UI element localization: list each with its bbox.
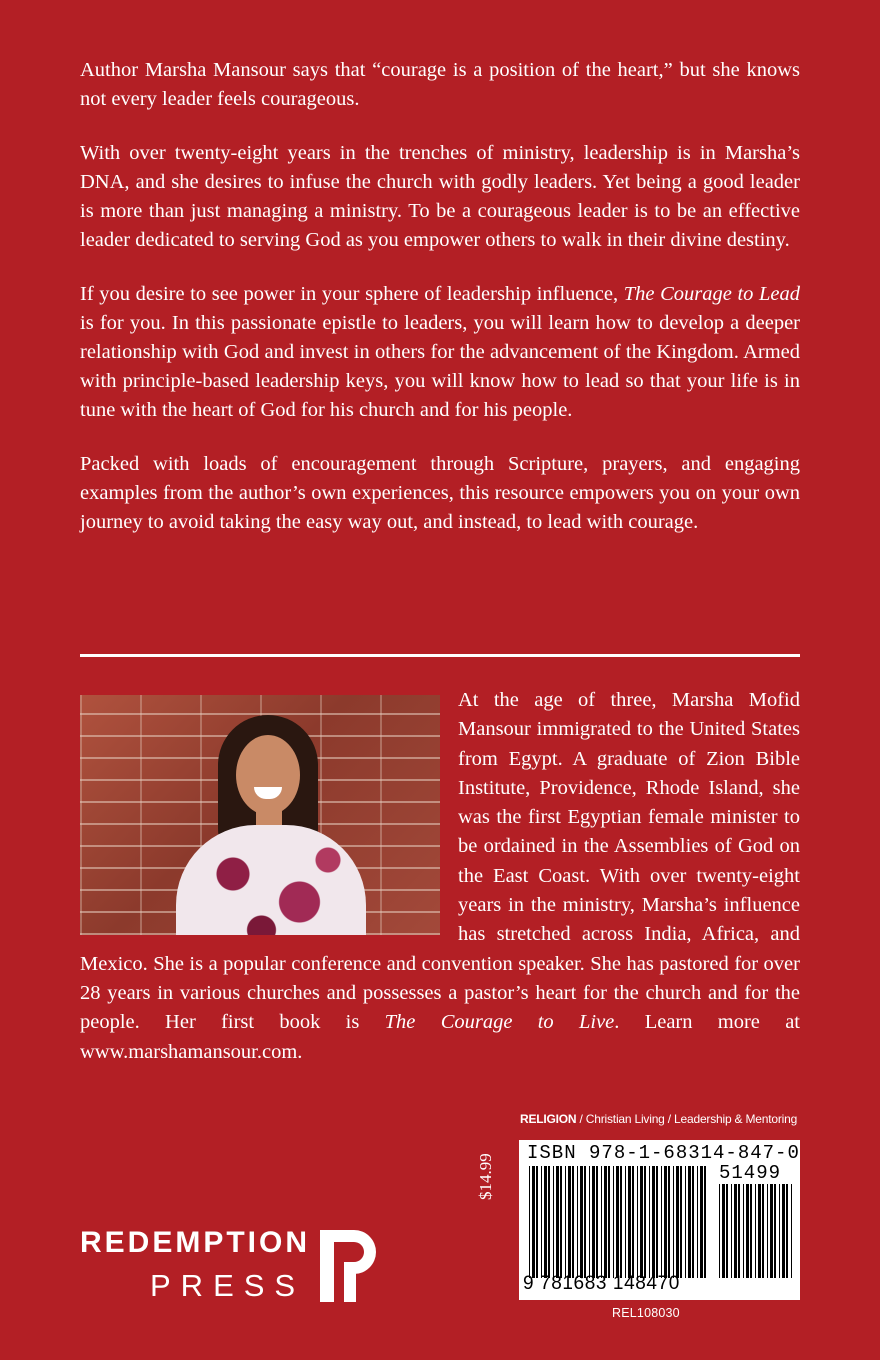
blurb-paragraph-1: Author Marsha Mansour says that “courage is a position of the heart,” but she knows not every leader feels courageous. bbox=[80, 59, 800, 110]
author-bio bbox=[80, 686, 800, 1067]
barcode-bars-main bbox=[529, 1166, 707, 1278]
divider-line bbox=[80, 654, 800, 657]
price-label: $14.99 bbox=[476, 1153, 495, 1200]
isbn-text: ISBN 978-1-68314-847-0 bbox=[527, 1142, 800, 1164]
bisac-category bbox=[520, 1112, 800, 1126]
blurb-p3-after: is for you. In this passionate epistle to leaders, you will learn how to develop a deeper relationship with God and invest in others for the advancement of the Kingdom. Armed with principle-based leadership keys, you will know how to lead so that your life is in tune with the heart of God for his church and for his people. bbox=[80, 312, 800, 421]
barcode-price-code: 51499 bbox=[719, 1162, 782, 1184]
barcode-digits: 9 781683 148470 bbox=[523, 1273, 680, 1294]
publisher-p-icon bbox=[318, 1226, 382, 1306]
publisher-name-line2: PRESS bbox=[150, 1268, 306, 1303]
isbn-barcode bbox=[519, 1140, 800, 1300]
blurb-paragraph-2: With over twenty-eight years in the trenches of ministry, leadership is in Marsha’s DNA, and she desires to infuse the church with godly leaders. Yet being a good leader is more than just managing a ministry. To be a courageous leader is to be an effective leader dedicated to serving God as you empower others to walk in their divine destiny. bbox=[80, 142, 800, 251]
reference-code: REL108030 bbox=[612, 1306, 680, 1320]
publisher-name-line1: REDEMPTION bbox=[80, 1226, 311, 1259]
photo-float-space bbox=[80, 686, 458, 936]
category-rest: / Christian Living / Leadership & Mentoring bbox=[576, 1112, 798, 1126]
book-title: The Courage to Lead bbox=[623, 283, 801, 305]
bio-book-title: The Courage to Live bbox=[384, 1011, 615, 1034]
barcode-bars-addon bbox=[719, 1184, 793, 1278]
back-cover-blurb bbox=[80, 56, 800, 537]
publisher-logo bbox=[80, 1226, 400, 1306]
category-main: RELIGION bbox=[520, 1112, 577, 1126]
bio-text-after: . Learn more at www.marshamansour.com. bbox=[80, 1011, 800, 1063]
blurb-paragraph-3 bbox=[80, 280, 800, 425]
blurb-paragraph-4: Packed with loads of encouragement through Scripture, prayers, and engaging examples from the author’s own experiences, this resource empowers you on your own journey to avoid taking the easy way out, and instead, to lead with courage. bbox=[80, 453, 800, 533]
blurb-p3-before: If you desire to see power in your sphere of leadership influence, bbox=[80, 283, 624, 305]
bio-text-before: At the age of three, Marsha Mofid Mansour immigrated to the United States from Egypt. A graduate of Zion Bible Institute, Providence, Rhode Island, she was the first Egyptian female minister to be ordained in the Assemblies of God on the East Coast. With over twenty-eight years in the ministry, Marsha’s influence has stretched across India, Africa, and Mexico. She is a popular conference and convention speaker. She has pastored for over 28 years in various churches and possesses a pastor’s heart for the church and for the people. Her first book is bbox=[80, 689, 800, 1034]
